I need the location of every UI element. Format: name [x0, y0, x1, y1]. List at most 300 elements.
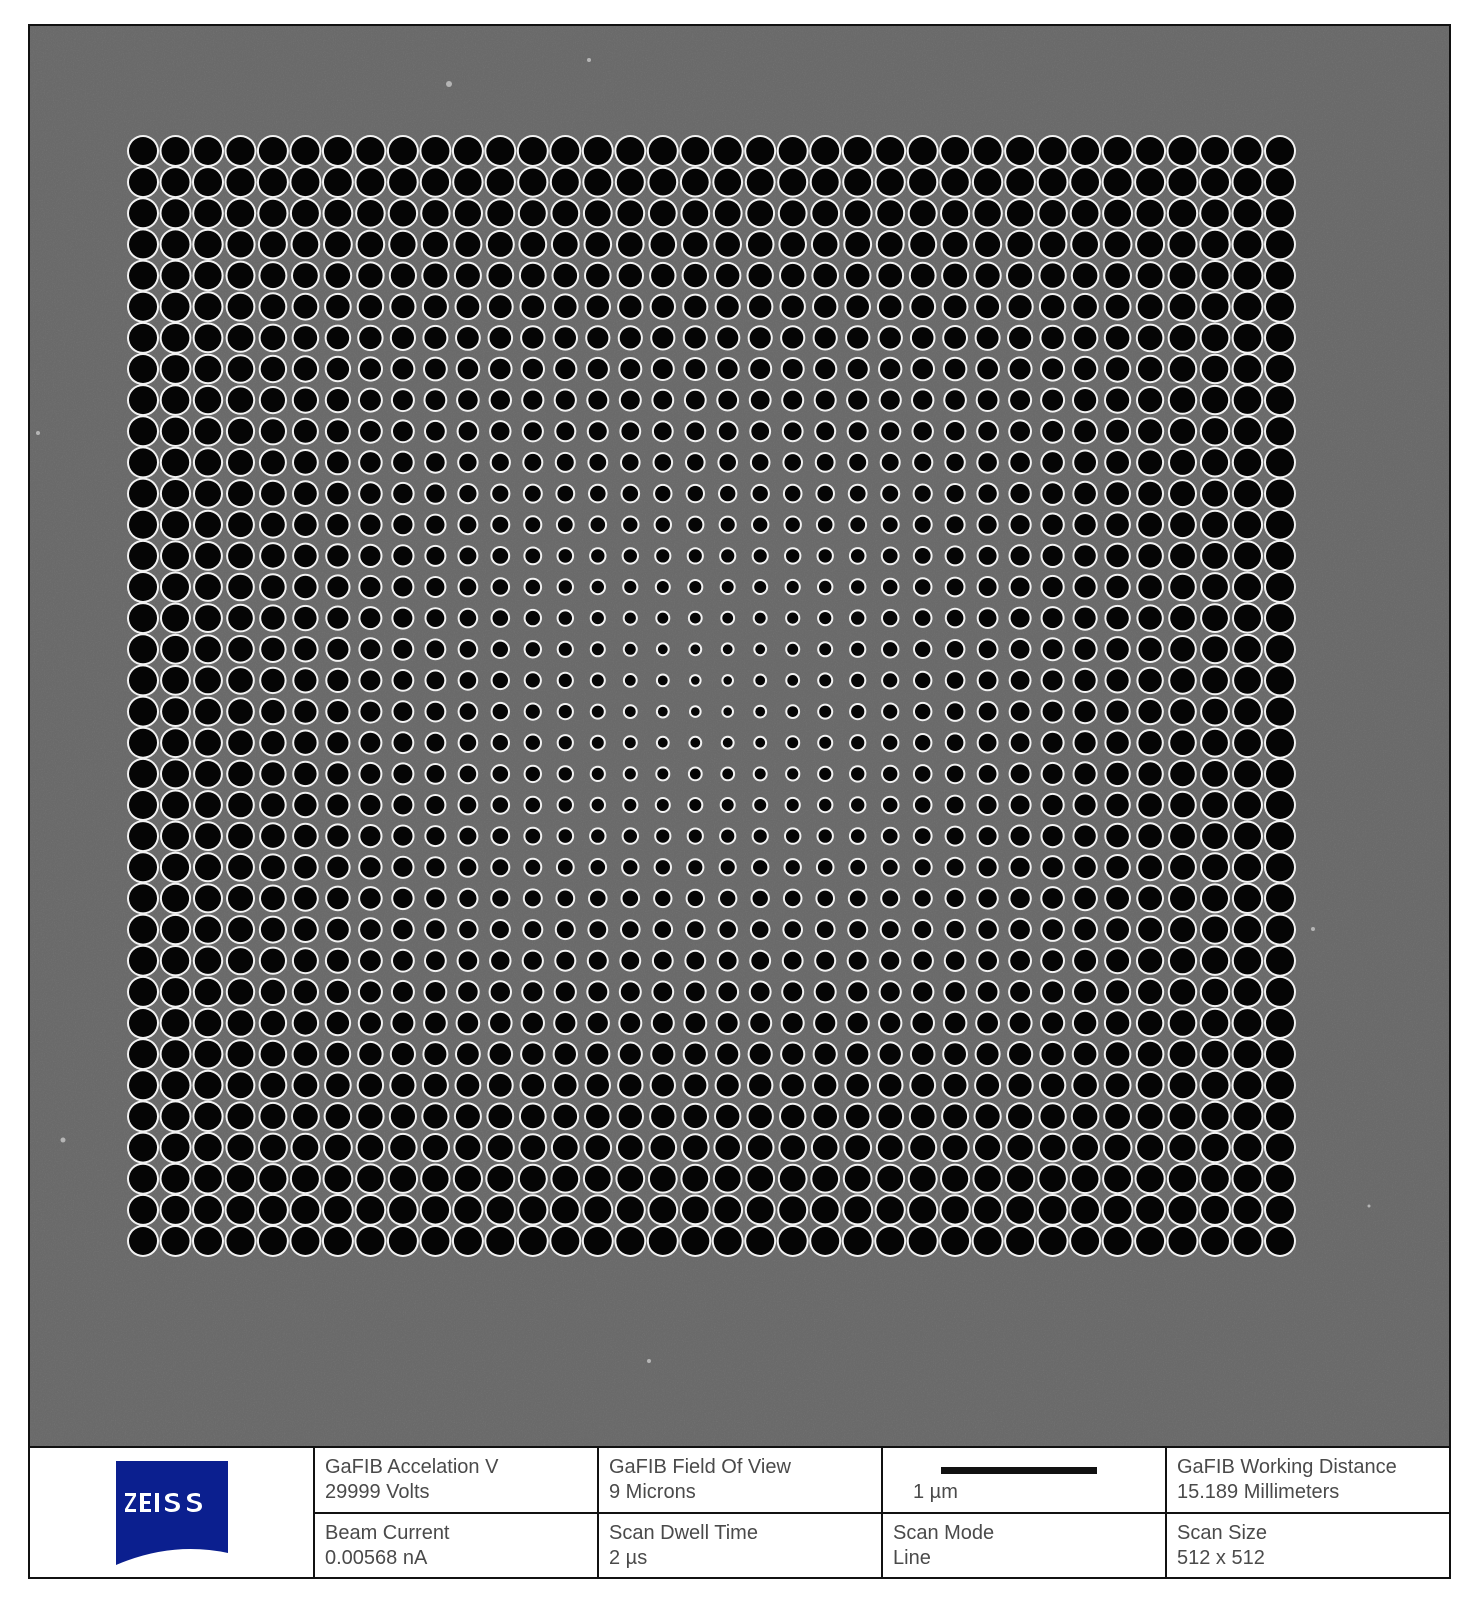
hole [1201, 262, 1228, 289]
hole [228, 730, 253, 755]
hole [291, 1227, 319, 1255]
hole [327, 1043, 350, 1066]
hole [1010, 920, 1030, 940]
hole [195, 1010, 222, 1037]
hole [755, 676, 765, 686]
hole [1138, 1104, 1163, 1129]
hole [590, 486, 606, 502]
hole [751, 983, 770, 1002]
hole [294, 887, 317, 910]
hole [493, 673, 508, 688]
hole [492, 890, 508, 906]
hole [1266, 480, 1294, 508]
hole [129, 1071, 157, 1099]
hole [878, 1135, 903, 1160]
hole [1170, 544, 1195, 569]
hole [294, 295, 318, 319]
hole [227, 231, 253, 257]
hole [944, 327, 966, 349]
hole [619, 264, 642, 287]
hole [162, 511, 189, 538]
hole [883, 860, 898, 875]
hole [460, 797, 477, 814]
hole [947, 516, 964, 533]
hole [1138, 388, 1162, 412]
hole [1170, 1041, 1196, 1067]
hole [194, 1227, 222, 1255]
hole [1138, 482, 1162, 506]
hole [591, 860, 606, 875]
hole [1202, 481, 1228, 507]
hole [360, 950, 381, 971]
hole [979, 640, 997, 658]
hole [588, 982, 607, 1001]
hole [227, 1135, 253, 1161]
hole [625, 706, 636, 717]
hole [455, 232, 480, 257]
hole [779, 1227, 807, 1255]
hole [624, 829, 637, 842]
hole [294, 980, 317, 1003]
hole [1234, 729, 1261, 756]
hole [1266, 511, 1294, 539]
hole [261, 388, 285, 412]
hole [779, 1196, 806, 1223]
hole [943, 1104, 967, 1128]
hole [851, 580, 864, 593]
hole [782, 1044, 803, 1065]
hole [979, 796, 997, 814]
hole [261, 482, 285, 506]
hole [326, 1104, 351, 1129]
hole [915, 859, 931, 875]
hole [881, 982, 900, 1001]
hole [721, 860, 735, 874]
hole [624, 799, 636, 811]
hole [1234, 293, 1262, 321]
hole [850, 860, 865, 875]
hole [393, 920, 413, 940]
hole [718, 983, 737, 1002]
hole [460, 766, 477, 783]
hole [883, 549, 898, 564]
hole [714, 169, 741, 196]
hole [357, 200, 384, 227]
hole [1266, 884, 1294, 912]
hole [942, 1166, 968, 1192]
hole [526, 611, 540, 625]
hole [554, 1074, 577, 1097]
hole [877, 1166, 903, 1192]
hole [688, 891, 703, 906]
hole [553, 232, 578, 257]
hole [1170, 855, 1195, 880]
hole [754, 799, 766, 811]
hole [261, 731, 284, 754]
hole [1202, 668, 1228, 694]
hole [327, 327, 350, 350]
hole [426, 920, 445, 939]
hole [426, 516, 444, 534]
hole [587, 327, 608, 348]
hole [227, 168, 255, 196]
hole [195, 574, 221, 600]
hole [1107, 701, 1129, 723]
hole [620, 1013, 640, 1033]
hole [1042, 452, 1063, 473]
hole [1202, 636, 1228, 662]
hole [1170, 824, 1195, 849]
hole [618, 232, 643, 257]
hole [360, 888, 381, 909]
hole [686, 391, 705, 410]
hole [1202, 418, 1228, 444]
hole [947, 485, 964, 502]
hole [877, 1196, 904, 1223]
hole [1202, 699, 1228, 725]
hole [521, 264, 545, 288]
hole [228, 419, 253, 444]
hole [1010, 359, 1031, 380]
hole [492, 859, 508, 875]
hole [877, 200, 903, 226]
hole [559, 767, 572, 780]
hole [978, 484, 996, 502]
hole [327, 670, 348, 691]
hole [194, 200, 222, 228]
hole [520, 232, 545, 257]
hole [1266, 199, 1294, 227]
hole [356, 137, 384, 165]
hole [1106, 638, 1128, 660]
hole [723, 676, 732, 685]
hole [427, 703, 445, 721]
hole [421, 137, 449, 165]
hole [327, 950, 349, 972]
hole [947, 672, 964, 689]
hole [326, 1074, 350, 1098]
hole [845, 232, 870, 257]
hole [390, 1135, 415, 1160]
hole [782, 1074, 804, 1096]
hole [162, 355, 190, 383]
hole [553, 1135, 578, 1160]
hole [591, 517, 606, 532]
hole [586, 264, 610, 288]
hole [162, 792, 189, 819]
hole [129, 137, 157, 165]
hole [625, 675, 636, 686]
hole [194, 168, 222, 196]
hole [1106, 326, 1130, 350]
hole [1234, 854, 1261, 881]
hole [652, 327, 673, 348]
hole [653, 391, 672, 410]
hole [753, 518, 767, 532]
hole [162, 480, 189, 507]
hole [748, 1135, 773, 1160]
hole [327, 545, 348, 566]
hole [129, 822, 157, 850]
hole [228, 1041, 254, 1067]
hole [1202, 917, 1228, 943]
hole [915, 735, 930, 750]
hole [228, 387, 253, 412]
scan-size-value: 512 x 512 [1177, 1547, 1265, 1569]
hole [845, 200, 871, 226]
hole [1234, 916, 1261, 943]
hole [816, 982, 835, 1001]
hole [195, 512, 221, 538]
hole [749, 264, 772, 287]
beam-current-cell [313, 1512, 597, 1577]
hole [617, 1166, 643, 1192]
hole [1234, 480, 1261, 507]
hole [228, 325, 254, 351]
scan-dwell-time-label: Scan Dwell Time [609, 1522, 758, 1544]
hole [883, 517, 898, 532]
hole [459, 921, 476, 938]
hole [1040, 1104, 1064, 1128]
hole [1234, 1196, 1262, 1224]
hole [491, 982, 510, 1001]
hole [1106, 980, 1129, 1003]
hole [976, 1074, 999, 1097]
hole [915, 704, 930, 719]
hole [454, 137, 482, 165]
hole [162, 199, 190, 227]
hole [1170, 294, 1196, 320]
hole [129, 916, 157, 944]
hole [1170, 1103, 1196, 1129]
hole [1043, 577, 1063, 597]
hole [129, 480, 157, 508]
hole [1011, 546, 1030, 565]
hole [912, 1043, 934, 1065]
hole [1074, 825, 1095, 846]
hole [782, 296, 804, 318]
hole [1202, 979, 1228, 1005]
hole [557, 921, 574, 938]
hole [651, 264, 674, 287]
hole [1138, 918, 1162, 942]
hole [492, 517, 508, 533]
hole [619, 1105, 642, 1128]
hole [294, 856, 317, 879]
hole [1234, 823, 1261, 850]
hole [559, 829, 573, 843]
hole [526, 798, 541, 813]
hole [851, 829, 865, 843]
hole [293, 1104, 318, 1129]
hole [811, 137, 839, 165]
hole [1104, 200, 1131, 227]
hole [227, 1227, 255, 1255]
hole [915, 642, 930, 657]
hole [845, 1166, 871, 1192]
hole [426, 889, 444, 907]
hole [1170, 1072, 1196, 1098]
hole [390, 232, 415, 257]
hole [459, 422, 478, 441]
hole [456, 264, 480, 288]
hole [293, 232, 319, 258]
hole [555, 359, 575, 379]
hole [556, 391, 575, 410]
hole [1011, 671, 1030, 690]
hole [327, 981, 349, 1003]
hole [1266, 386, 1294, 414]
hole [1075, 763, 1096, 784]
hole [1234, 978, 1262, 1006]
hole [486, 137, 514, 165]
hole [977, 359, 998, 380]
hole [195, 668, 221, 694]
hole [683, 1135, 708, 1160]
hole [749, 296, 771, 318]
hole [914, 921, 931, 938]
hole [752, 921, 769, 938]
hole [1006, 137, 1034, 165]
hole [525, 890, 541, 906]
hole [681, 1227, 709, 1255]
hole [1266, 916, 1294, 944]
hole [586, 1105, 610, 1129]
hole [655, 486, 670, 501]
hole [979, 578, 997, 596]
hole [1106, 295, 1130, 319]
hole [944, 1043, 966, 1065]
hole [129, 386, 157, 414]
hole [425, 1013, 446, 1034]
hole [1266, 822, 1294, 850]
hole [162, 698, 189, 725]
hole [658, 738, 668, 748]
hole [977, 327, 999, 349]
hole [813, 232, 838, 257]
hole [883, 642, 897, 656]
hole [459, 859, 476, 876]
hole [1138, 263, 1163, 288]
hole [723, 644, 733, 654]
hole [425, 359, 446, 380]
hole [1042, 950, 1063, 971]
hole [1039, 1196, 1067, 1224]
hole [1074, 1012, 1096, 1034]
hole [1104, 1165, 1131, 1192]
hole [260, 231, 286, 257]
hole [556, 422, 574, 440]
hole [978, 453, 997, 472]
hole [621, 952, 639, 970]
scale-bar-cell [881, 1448, 1165, 1512]
hole [360, 608, 380, 628]
hole [1040, 1135, 1066, 1161]
hole [878, 1105, 902, 1129]
hole [1039, 1227, 1067, 1255]
hole [327, 389, 349, 411]
hole [1266, 1134, 1294, 1162]
hole [910, 232, 935, 257]
hole [1072, 1165, 1099, 1192]
hole [1266, 760, 1294, 788]
hole [227, 200, 254, 227]
hole [424, 1074, 447, 1097]
hole [975, 1135, 1000, 1160]
hole [162, 574, 189, 601]
hole [1266, 1227, 1294, 1255]
hole [650, 200, 676, 226]
hole [880, 327, 901, 348]
hole [426, 578, 444, 596]
hole [228, 855, 253, 880]
hole [228, 512, 253, 537]
hole [293, 263, 318, 288]
hole [851, 798, 864, 811]
hole [294, 669, 316, 691]
hole [1075, 608, 1096, 629]
hole [492, 486, 508, 502]
hole [421, 1227, 449, 1255]
hole [592, 674, 604, 686]
hole [357, 168, 385, 196]
hole [1138, 700, 1161, 723]
hole [819, 706, 831, 718]
scan-dwell-time-cell [597, 1512, 881, 1577]
hole [1041, 1074, 1064, 1097]
hole [876, 137, 904, 165]
hole [1202, 854, 1228, 880]
hole [851, 674, 864, 687]
hole [979, 827, 997, 845]
hole [1106, 1011, 1129, 1034]
hole [1266, 1071, 1294, 1099]
hole [391, 264, 415, 288]
hole [1039, 137, 1067, 165]
hole [294, 949, 317, 972]
hole [882, 486, 898, 502]
hole [129, 1134, 157, 1162]
hole [558, 860, 573, 875]
hole [493, 642, 508, 657]
hole [912, 1013, 933, 1034]
hole [358, 1135, 384, 1161]
hole [1266, 666, 1294, 694]
hole [294, 638, 316, 660]
hole [129, 666, 157, 694]
hole [589, 422, 607, 440]
hole [979, 703, 997, 721]
hole [129, 355, 157, 383]
hole [815, 1044, 836, 1065]
hole [1040, 232, 1066, 258]
hole [657, 581, 669, 593]
hole [1138, 638, 1161, 661]
hole [1266, 230, 1294, 258]
hole [1106, 763, 1128, 785]
hole [454, 1227, 482, 1255]
hole [652, 296, 674, 318]
hole [1074, 389, 1096, 411]
hole [389, 1196, 417, 1224]
hole [690, 613, 701, 624]
hole [526, 580, 541, 595]
hole [748, 232, 773, 257]
hole [228, 886, 253, 911]
hole [978, 889, 996, 907]
hole [588, 1013, 608, 1033]
hole [524, 921, 541, 938]
